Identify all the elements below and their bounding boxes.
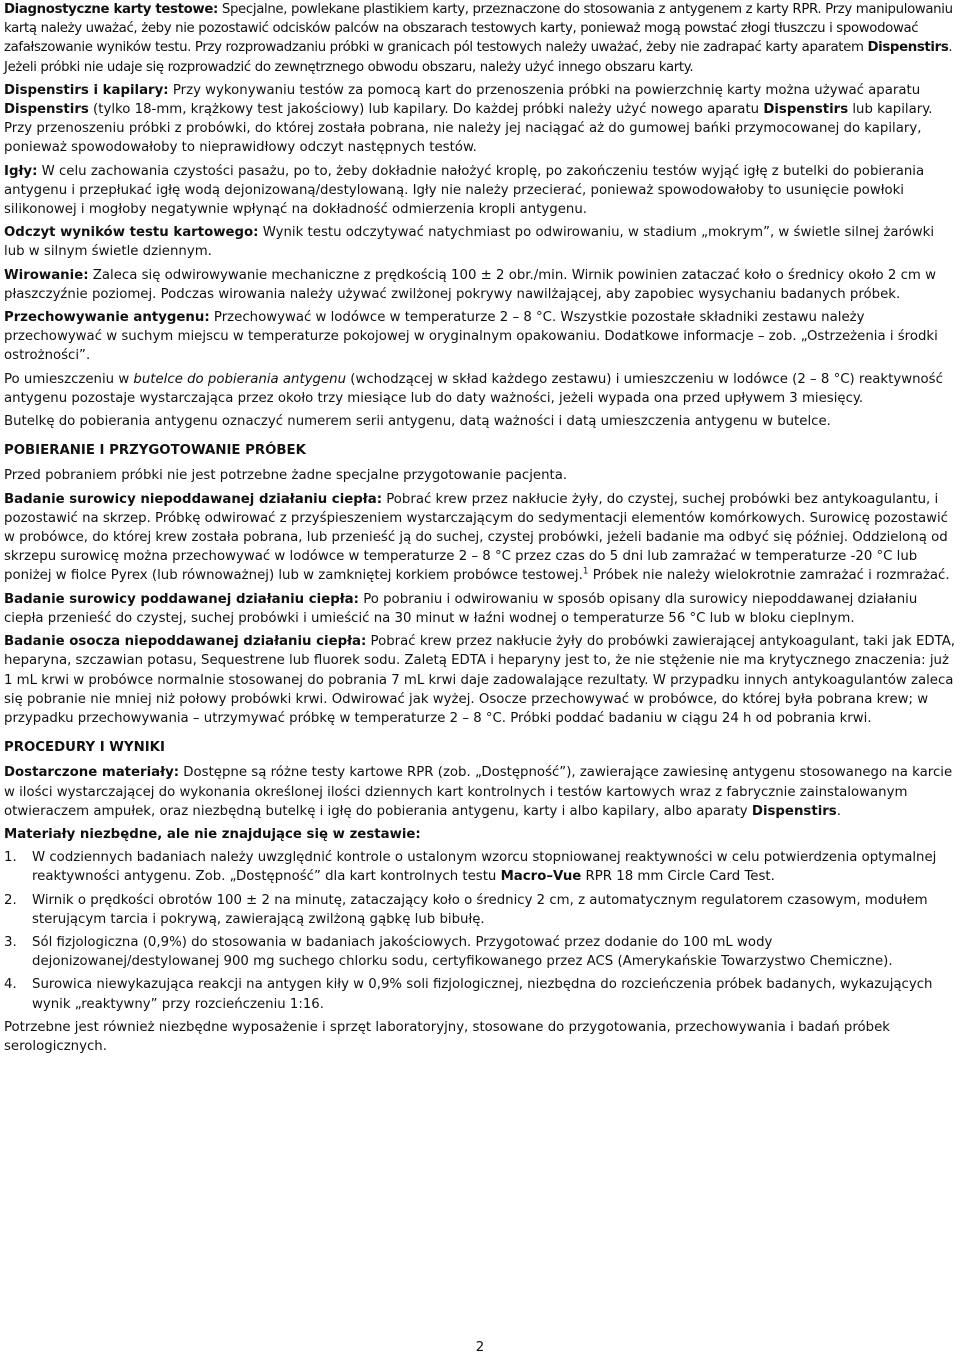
text: Butelkę do pobierania antygenu oznaczyć numerem serii antygenu, datą ważności i datą umieszczenia antygenu w butelce. xyxy=(4,414,831,430)
paragraph-label-bottle xyxy=(4,412,956,431)
term-reading: Odczyt wyników testu kartowego: xyxy=(4,225,259,241)
term-materials-required: Materiały niezbędne, ale nie znajdujące się w zestawie: xyxy=(4,826,421,842)
footnote-ref: 1 xyxy=(582,567,589,578)
term-dispenstirs: Dispenstirs xyxy=(751,803,837,819)
text: Dostępne są różne testy kartowe RPR (zob. „Dostępność”), zawierające zawiesinę antygenu stosowanego na karcie w ilości wystarczającej do wykonania określonej ilości dziennych kart kontrolnych i testów kartowych wraz z fabrycznie zainstalowanym otwieraczem ampułek, oraz niezbędną butelkę i igłę do pobierania antygenu, karty i albo kapilary, albo aparaty xyxy=(4,765,953,819)
text: Przechowywać w lodówce w temperaturze 2 – 8 °C. Wszystkie pozostałe składniki zestawu należy przechowywać w suchym miejscu w temperaturze pokojowej w oryginalnym opakowaniu. Dodatkowe informacje – zob. „Ostrzeżenia i środki ostrożności”. xyxy=(4,310,938,364)
text: Po umieszczeniu w xyxy=(4,371,134,387)
text: . xyxy=(836,803,841,819)
paragraph-bottle xyxy=(4,370,956,408)
paragraph-heated-serum xyxy=(4,590,956,628)
materials-list xyxy=(4,848,956,1014)
text: Po pobraniu i odwirowaniu w sposób opisany dla surowicy niepoddawanej działaniu ciepła przenieść do czystej, suchej probówki i umieścić na 30 minut w łaźni wodnej o temperaturze 56 °C lub w bloku cieplnym. xyxy=(4,591,918,626)
term-plasma: Badanie osocza niepoddawanej działaniu ciepła: xyxy=(4,634,367,650)
text: W celu zachowania czystości pasażu, po to, żeby dokładnie nałożyć kroplę, po zakończeniu testów wyjąć igłę z butelki do pobierania antygenu i przepłukać igłę wodą dejonizowaną/destylowaną. Igły nie należy przecierać, ponieważ spowodowałoby to usunięcie powłoki silikonowej i mogłoby negatywnie wpłynąć na dokładność odmierzenia kropli antygenu. xyxy=(4,163,925,218)
paragraph-materials-required xyxy=(4,825,956,844)
paragraph-rotation xyxy=(4,266,956,304)
text: Wynik testu odczytywać natychmiast po odwirowaniu, w stadium „mokrym”, w świetle silnej żarówki lub w silnym świetle dziennym. xyxy=(4,225,935,260)
paragraph-patient-prep xyxy=(4,466,956,485)
paragraph-lab-equipment xyxy=(4,1018,956,1056)
text: lub kapilary. Przy przenoszeniu próbki z probówki, do której została pobrana, nie należy jej naciągać aż do gumowej bańki przymocowanej do kapilary, ponieważ spowodowałoby to nieprawidłowy odczyt następnych testów. xyxy=(4,102,933,156)
list-number: 3. xyxy=(4,934,17,950)
list-item xyxy=(4,891,956,929)
term-storage: Przechowywanie antygenu: xyxy=(4,310,210,326)
term-needles: Igły: xyxy=(4,163,38,179)
text: (tylko 18-mm, krążkowy test jakościowy) lub kapilary. Do każdej próbki należy użyć nowego aparatu xyxy=(88,102,764,118)
term-unheated-serum: Badanie surowicy niepoddawanej działaniu ciepła: xyxy=(4,491,383,507)
text: Wirnik o prędkości obrotów 100 ± 2 na minutę, zataczający koło o średnicy 2 cm, z automatycznym regulatorem czasowym, modułem sterującym tarcia i pokrywą, zawierającą zwilżoną gąbkę lub bibułę. xyxy=(32,892,928,927)
list-number: 2. xyxy=(4,892,17,908)
term-macro-vue: Macro–Vue xyxy=(500,869,582,885)
paragraph-reading xyxy=(4,223,956,261)
term-heated-serum: Badanie surowicy poddawanej działaniu ciepła: xyxy=(4,591,359,607)
text: . Jeżeli próbki nie udaje się rozprowadzić do zewnętrznego obwodu obszaru, należy użyć innego obszaru karty. xyxy=(4,40,953,75)
text: RPR 18 mm Circle Card Test. xyxy=(581,869,775,885)
term-dispenstirs: Dispenstirs xyxy=(763,102,849,118)
text: W codziennych badaniach należy uwzględnić kontrole o ustalonym wzorcu stopniowanej reaktywności w celu potwierdzenia optymalnej reaktywności antygenu. Zob. „Dostępność” dla kart kontrolnych testu xyxy=(32,850,937,885)
term-dispenstirs: Dispenstirs xyxy=(867,40,949,56)
paragraph-storage xyxy=(4,308,956,366)
list-item xyxy=(4,933,956,971)
list-item xyxy=(4,848,956,886)
paragraph-materials-provided xyxy=(4,763,956,821)
list-number: 4. xyxy=(4,977,17,993)
text: Próbek nie należy wielokrotnie zamrażać i rozmrażać. xyxy=(588,568,950,584)
list-number: 1. xyxy=(4,850,17,866)
text: Przy wykonywaniu testów za pomocą kart do przenoszenia próbki na powierzchnię karty można używać aparatu xyxy=(168,82,921,98)
text: (wchodzącej w skład każdego zestawu) i umieszczeniu w lodówce (2 – 8 °C) reaktywność antygenu pozostaje wystarczająca przez około trzy miesiące lub do daty ważności, jeżeli wypada ona przed upływem 3 miesięcy. xyxy=(4,371,943,406)
paragraph-dispenstirs xyxy=(4,81,956,158)
term-rotation: Wirowanie: xyxy=(4,267,89,283)
text: Surowica niewykazująca reakcji na antygen kiły w 0,9% soli fizjologicznej, niezbędna do rozcieńczenia próbek badanych, wykazujących wynik „reaktywny” przy rozcieńczeniu 1:16. xyxy=(32,977,933,1012)
term-dispenstirs-capillaries: Dispenstirs i kapilary: xyxy=(4,82,169,98)
text: Pobrać krew przez nakłucie żyły do probówki zawierającej antykoagulant, taki jak EDTA, heparyna, szczawian potasu, Sequestrene lub fluorek sodu. Zaletą EDTA i heparyny jest to, że nie stężenie nie ma krytycznego znaczenia: już 1 mL krwi w probówce normalnie stosowanej do pobrania 7 mL krwi daje zadowalające rezultaty. W przypadku innych antykoagulantów zaleca się pobranie nie mniej niż połowy probówki krwi. Odwirować jak wyżej. Osocze przechowywać w probówce, do której była pobrana krew; w przypadku przechowywania – utrzymywać próbkę w temperaturze 2 – 8 °C. Próbki poddać badaniu w ciągu 24 h od pobrania krwi. xyxy=(4,634,956,726)
text: Przed pobraniem próbki nie jest potrzebne żadne specjalne przygotowanie pacjenta. xyxy=(4,468,568,484)
paragraph-unheated-serum xyxy=(4,490,956,586)
text: Sól fizjologiczna (0,9%) do stosowania w badaniach jakościowych. Przygotować przez dodanie do 100 mL wody dejonizowanej/destylowanej 900 mg suchego chlorku sodu, certyfikowanego przez ACS (Amerykańskie Towarzystwo Chemiczne). xyxy=(32,934,893,970)
document-page xyxy=(4,0,956,1060)
section-heading-specimen: POBIERANIE I PRZYGOTOWANIE PRÓBEK xyxy=(4,443,306,459)
text: Specjalne, powlekane plastikiem karty, przeznaczone do stosowania z antygenem z karty RPR. Przy manipulowaniu kartą należy uważać, żeby nie pozostawić odcisków palców na obszarach testowych karty, ponieważ mogą powstać złogi tłuszczu i spowodować zafałszowanie wyników testu. Przy rozprowadzaniu próbki w granicach pól testowych należy uważać, żeby nie zadrapać karty aparatem xyxy=(4,2,953,56)
text: Pobrać krew przez nakłucie żyły, do czystej, suchej probówki bez antykoagulantu, i pozostawić na skrzep. Próbkę odwirować z przyśpieszeniem wystarczającym do sedymentacji elementów komórkowych. Surowicę pozostawić w probówce, do której krew została pobrana, lub przenieść ją do suchej, czystej probówki, jeżeli badanie ma odbyć się później. Oddzieloną od skrzepu surowicę można przechowywać w lodówce w temperaturze 2 – 8 °C przez czas do 5 dni lub zamrażać w temperaturze -20 °C lub poniżej w fiolce Pyrex (lub równoważnej) lub w zamkniętej korkiem probówce testowej. xyxy=(4,491,948,584)
term-bottle: butelce do pobierania antygenu xyxy=(133,371,347,387)
paragraph-test-cards xyxy=(4,0,956,77)
page-number: 2 xyxy=(475,1340,485,1355)
text: Zaleca się odwirowywanie mechaniczne z prędkością 100 ± 2 obr./min. Wirnik powinien zataczać koło o średnicy około 2 cm w płaszczyźnie poziomej. Podczas wirowania należy używać zwilżonej pokrywy nawilżającej, aby zapobiec wysychaniu badanych próbek. xyxy=(4,267,936,302)
text: Potrzebne jest również niezbędne wyposażenie i sprzęt laboratoryjny, stosowane do przygotowania, przechowywania i badań próbek serologicznych. xyxy=(4,1019,890,1054)
term-materials-provided: Dostarczone materiały: xyxy=(4,765,180,781)
paragraph-needles xyxy=(4,162,956,220)
paragraph-plasma xyxy=(4,632,956,728)
section-heading-procedures: PROCEDURY I WYNIKI xyxy=(4,740,165,756)
term-test-cards: Diagnostyczne karty testowe: xyxy=(4,2,218,17)
term-dispenstirs: Dispenstirs xyxy=(4,102,89,118)
list-item xyxy=(4,975,956,1013)
